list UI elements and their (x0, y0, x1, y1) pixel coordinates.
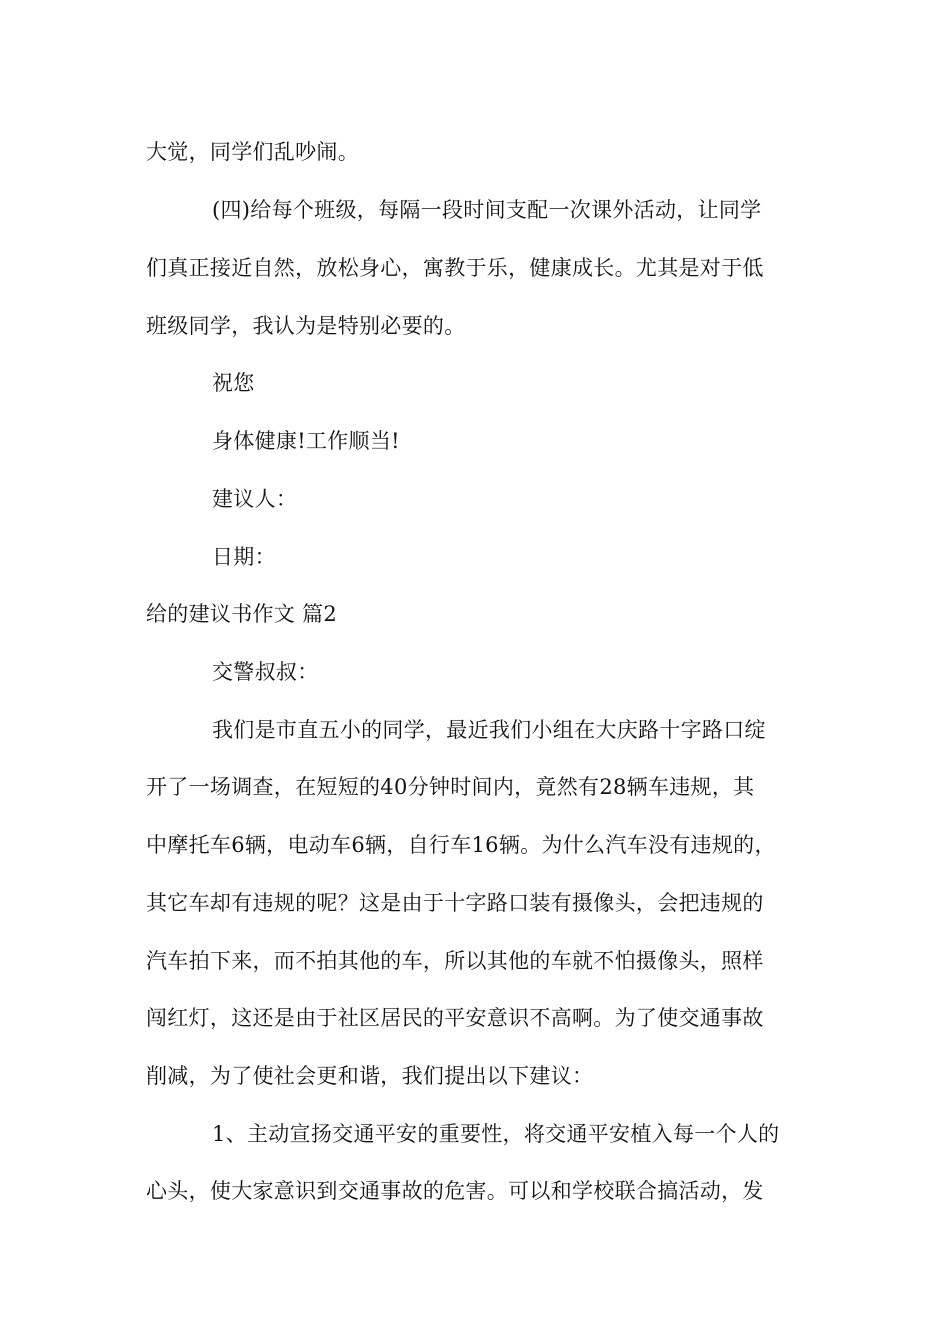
paragraph-line: 中摩托车6辆，电动车6辆，自行车16辆。为什么汽车没有违规的， (146, 833, 776, 857)
date-label: 日期： (212, 545, 276, 569)
paragraph-line: 大觉，同学们乱吵闹。 (146, 140, 359, 164)
paragraph-line: 开了一场调查，在短短的40分钟时间内，竟然有28辆车违规，其 (146, 775, 755, 799)
paragraph-line: 1、主动宣扬交通平安的重要性，将交通平安植入每一个人的 (212, 1122, 780, 1146)
closing-greeting: 祝您 (212, 371, 255, 395)
paragraph-line: 心头，使大家意识到交通事故的危害。可以和学校联合搞活动，发 (146, 1179, 764, 1203)
paragraph-line: 汽车拍下来，而不拍其他的车，所以其他的车就不怕摄像头，照样 (146, 949, 764, 973)
paragraph-line: 班级同学，我认为是特别必要的。 (146, 314, 466, 338)
paragraph-line: 们真正接近自然，放松身心，寓教于乐，健康成长。尤其是对于低 (146, 256, 764, 280)
section-heading: 给的建议书作文 篇2 (146, 602, 338, 626)
paragraph-line: 闯红灯，这还是由于社区居民的平安意识不高啊。为了使交通事故 (146, 1006, 764, 1030)
paragraph-line: 其它车却有违规的呢？这是由于十字路口装有摄像头，会把违规的 (146, 891, 764, 915)
paragraph-line: 削减，为了使社会更和谐，我们提出以下建议： (146, 1064, 594, 1088)
paragraph-line: (四)给每个班级，每隔一段时间支配一次课外活动，让同学 (212, 198, 762, 222)
salutation: 交警叔叔： (212, 660, 319, 684)
proposer-label: 建议人： (212, 487, 298, 511)
closing-wish: 身体健康!工作顺当! (212, 429, 400, 453)
paragraph-line: 我们是市直五小的同学，最近我们小组在大庆路十字路口绽 (212, 718, 766, 742)
